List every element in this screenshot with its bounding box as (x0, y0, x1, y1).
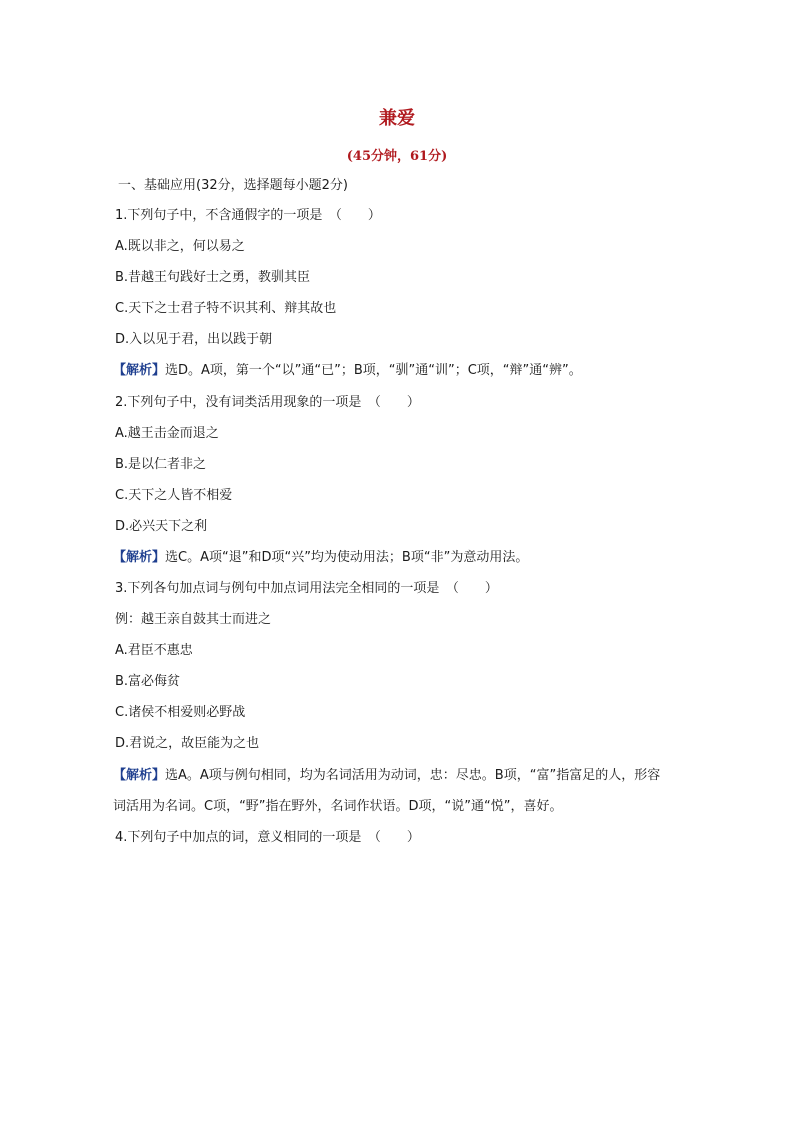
analysis-tag: 【解析】 (113, 768, 166, 783)
question-3-example: 例：越王亲自鼓其士而进之 (115, 612, 272, 627)
question-2-analysis (113, 549, 673, 567)
page-subtitle: (45分钟，61分) (346, 149, 448, 164)
question-2-option-d: D.必兴天下之利 (115, 519, 208, 534)
question-3-stem: 3.下列各句加点词与例句中加点词用法完全相同的一项是 （ ） (115, 581, 498, 596)
question-1-analysis (113, 362, 673, 380)
analysis-tag: 【解析】 (113, 550, 166, 565)
question-3-option-d: D.君说之，故臣能为之也 (115, 736, 260, 751)
question-4-stem: 4.下列句子中加点的词，意义相同的一项是 （ ） (115, 830, 420, 845)
question-3-option-c: C.诸侯不相爱则必野战 (115, 705, 246, 720)
analysis-text: 选C。A项“退”和D项“兴”均为使动用法；B项“非”为意动用法。 (165, 550, 529, 565)
analysis-text: 选D。A项，第一个“以”通“已”；B项，“驯”通“训”；C项，“辩”通“辨”。 (165, 363, 582, 378)
page-title: 兼爱 (379, 108, 415, 129)
question-1-option-a: A.既以非之，何以易之 (115, 239, 245, 254)
question-1-option-d: D.入以见于君，出以践于朝 (115, 332, 273, 347)
question-2-stem: 2.下列句子中，没有词类活用现象的一项是 （ ） (115, 395, 420, 410)
question-1-stem: 1.下列句子中，不含通假字的一项是 （ ） (115, 208, 381, 223)
question-1-option-c: C.天下之士君子特不识其利、辩其故也 (115, 301, 337, 316)
question-3-option-a: A.君臣不惠忠 (115, 643, 193, 658)
question-1-option-b: B.昔越王句践好士之勇，教驯其臣 (115, 270, 311, 285)
analysis-text: 选A。A项与例句相同，均为名词活用为动词，忠：尽忠。B项，“富”指富足的人，形容词活用为名词。C项，“野”指在野外，名词作状语。D项，“说”通“悦”，喜好。 (113, 768, 661, 814)
question-3-option-b: B.富必侮贫 (115, 674, 181, 689)
question-2-option-b: B.是以仁者非之 (115, 457, 207, 472)
question-3-analysis (113, 760, 673, 822)
section-heading: 一、基础应用(32分，选择题每小题2分) (118, 178, 348, 193)
analysis-tag: 【解析】 (113, 363, 166, 378)
question-2-option-c: C.天下之人皆不相爱 (115, 488, 233, 503)
question-2-option-a: A.越王击金而退之 (115, 426, 219, 441)
